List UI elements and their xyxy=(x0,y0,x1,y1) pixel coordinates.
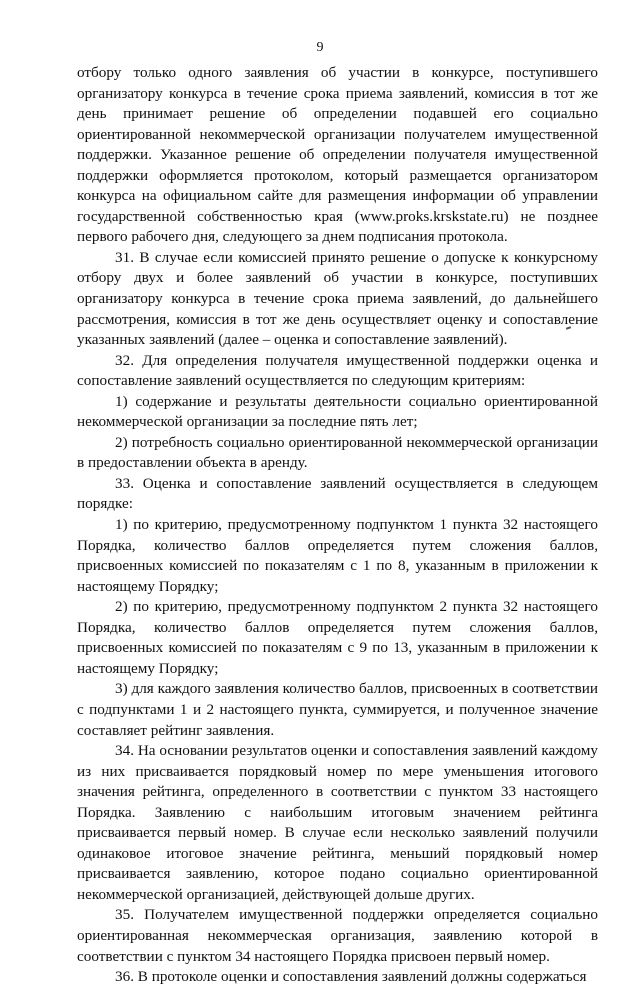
paragraph-32-item-1: 1) содержание и результаты деятельности социально ориентированной некоммерческой организации за последние пять лет; xyxy=(77,392,598,431)
paragraph-32: 32. Для определения получателя имущественной поддержки оценка и сопоставление заявлений осуществляется по следующим критериям: xyxy=(77,351,598,390)
paragraph-continuation: отбору только одного заявления об участии в конкурсе, поступившего организатору конкурса в течение срока приема заявлений, комиссия в тот же день принимает решение об определении подавшей его социально ориентированной некоммерческой организации получателем имущественной поддержки. Указанное решение об определении получателя имущественной поддержки оформляется протоколом, который размещается организатором конкурса на официальном сайте для размещения информации об управлении государственной собственностью края (www.proks.krskstate.ru) не позднее первого рабочего дня, следующего за днем подписания протокола. xyxy=(77,64,598,246)
paragraph-32-item-2: 2) потребность социально ориентированной некоммерческой организации в предоставлении объекта в аренду. xyxy=(77,433,598,472)
paragraph-33-item-1: 1) по критерию, предусмотренному подпунктом 1 пункта 32 настоящего Порядка, количество баллов определяется путем сложения баллов, присвоенных комиссией по показателям с 1 по 8, указанным в приложении к настоящему Порядку; xyxy=(77,516,598,595)
paragraph-34: 34. На основании результатов оценки и сопоставления заявлений каждому из них присваивается порядковый номер по мере уменьшения итогового значения рейтинга, определенного в соответствии с пунктом 33 настоящего Порядка. Заявлению с наибольшим итоговым значением рейтинга присваивается первый номер. В случае если несколько заявлений получили одинаковое итоговое значение рейтинга, меньший порядковый номер присваивается заявлению, которое подано социально ориентированной некоммерческой организацией, действующей дольше других. xyxy=(77,742,598,903)
paragraph-36: 36. В протоколе оценки и сопоставления заявлений должны содержаться xyxy=(115,968,587,986)
document-body xyxy=(77,63,598,988)
paragraph-33: 33. Оценка и сопоставление заявлений осуществляется в следующем порядке: xyxy=(77,474,598,513)
paragraph-35: 35. Получателем имущественной поддержки определяется социально ориентированная некоммерческая организация, заявлению которой в соответствии с пунктом 34 настоящего Порядка присвоен первый номер. xyxy=(77,906,598,965)
paragraph-31: 31. В случае если комиссией принято решение о допуске к конкурсному отбору двух и более заявлений об участии в конкурсе, поступивших организатору конкурса в течение срока приема заявлений, до дальнейшего рассмотрения, комиссия в тот же день осуществляет оценку и сопоставление указанных заявлений (далее – оценка и сопоставление заявлений). xyxy=(77,248,598,349)
paragraph-33-item-3: 3) для каждого заявления количество баллов, присвоенных в соответствии с подпунктами 1 и 2 настоящего пункта, суммируется, и полученное значение составляет рейтинг заявления. xyxy=(77,680,598,739)
paragraph-33-item-2: 2) по критерию, предусмотренному подпунктом 2 пункта 32 настоящего Порядка, количество баллов определяется путем сложения баллов, присвоенных комиссией по показателям с 9 по 13, указанным в приложении к настоящему Порядку; xyxy=(77,598,598,677)
page-number: 9 xyxy=(316,40,324,55)
